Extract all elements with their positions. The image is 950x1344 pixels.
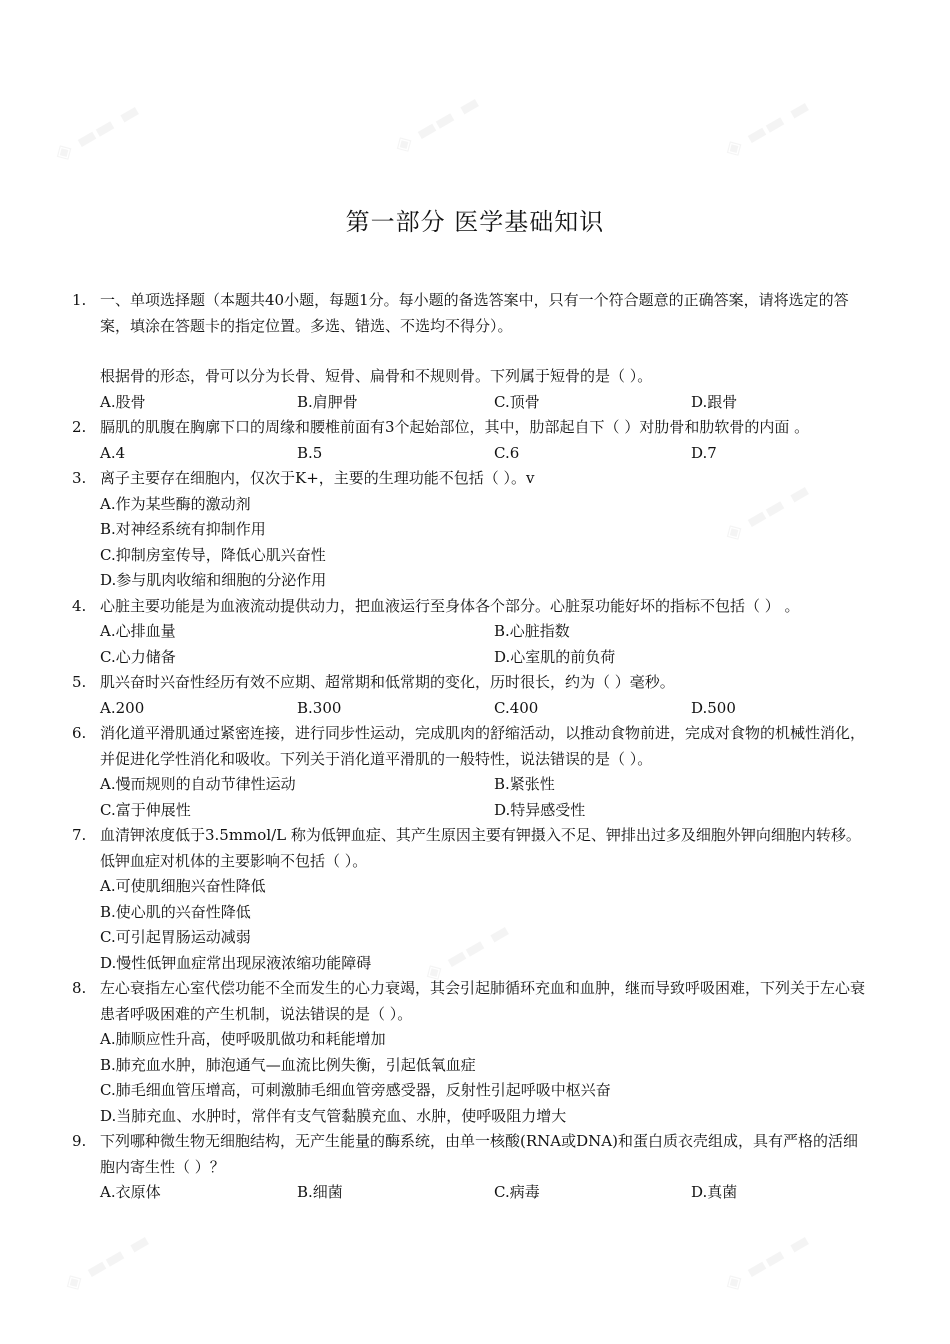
option-c[interactable]: C.心力储备 [100, 647, 176, 666]
option-b[interactable]: B.肩胛骨 [297, 392, 358, 411]
question-9 [72, 1129, 872, 1206]
question-number: 3. [72, 469, 87, 487]
option-b[interactable]: B.紧张性 [494, 775, 555, 793]
option-c[interactable]: C.顶骨 [494, 392, 540, 411]
question-number: 7. [72, 826, 87, 844]
watermark [390, 90, 484, 159]
option-d[interactable]: D.参与肌肉收缩和细胞的分泌作用 [100, 571, 327, 589]
option-a[interactable]: A.慢而规则的自动节律性运动 [100, 775, 296, 793]
question-stem: 下列哪种微生物无细胞结构，无产生能量的酶系统，由单一核酸(RNA或DNA)和蛋白质衣壳组成，具有严格的活细胞内寄生性（ ）？ [100, 1132, 858, 1176]
question-stem: 离子主要存在细胞内，仅次于K+，主要的生理功能不包括（ ）。v [100, 469, 535, 487]
option-list [100, 441, 872, 467]
question-5 [72, 670, 872, 721]
question-1 [72, 288, 872, 415]
option-c[interactable]: C.可引起胃肠运动减弱 [100, 928, 251, 946]
watermark [60, 1228, 154, 1297]
option-d[interactable]: D.当肺充血、水肿时，常伴有支气管黏膜充血、水肿，使呼吸阻力增大 [100, 1106, 567, 1125]
option-b[interactable]: B.5 [297, 443, 323, 462]
question-stem: 肌兴奋时兴奋性经历有效不应期、超常期和低常期的变化，历时很长，约为（ ）毫秒。 [100, 673, 675, 691]
option-c[interactable]: C.病毒 [494, 1183, 540, 1201]
option-b[interactable]: B.心脏指数 [494, 622, 570, 640]
option-d[interactable]: D.真菌 [691, 1183, 738, 1201]
question-2 [72, 415, 872, 466]
question-stem: 根据骨的形态，骨可以分为长骨、短骨、扁骨和不规则骨。下列属于短骨的是（ ）。 [100, 367, 653, 385]
option-d[interactable]: D.跟骨 [691, 392, 738, 411]
option-d[interactable]: D.慢性低钾血症常出现尿液浓缩功能障碍 [100, 953, 372, 972]
section-title: 第一部分 医学基础知识 [345, 208, 605, 236]
question-number: 5. [72, 673, 87, 691]
option-b[interactable]: B.300 [297, 698, 342, 717]
option-list [100, 390, 872, 416]
option-list [100, 619, 872, 670]
question-list [72, 288, 872, 1206]
option-b[interactable]: B.使心肌的兴奋性降低 [100, 902, 251, 921]
option-a[interactable]: A.衣原体 [100, 1183, 161, 1201]
option-c[interactable]: C.富于伸展性 [100, 800, 191, 819]
option-d[interactable]: D.特异感受性 [494, 800, 586, 819]
question-stem: 膈肌的肌腹在胸廓下口的周缘和腰椎前面有3个起始部位，其中，肋部起自下（ ）对肋骨和肋软骨的内面 。 [100, 418, 810, 436]
question-stem: 血清钾浓度低于3.5mmol/L 称为低钾血症、其产生原因主要有钾摄入不足、钾排出过多及细胞外钾向细胞内转移。低钾血症对机体的主要影响不包括（ ）。 [100, 826, 861, 870]
watermark [50, 98, 144, 167]
question-4 [72, 594, 872, 671]
option-b[interactable]: B.肺充血水肿，肺泡通气—血流比例失衡，引起低氧血症 [100, 1055, 476, 1074]
watermark [720, 1228, 814, 1297]
option-a[interactable]: A.200 [100, 698, 145, 717]
option-a[interactable]: A.心排血量 [100, 622, 176, 640]
option-c[interactable]: C.抑制房室传导，降低心肌兴奋性 [100, 545, 326, 564]
question-stem: 消化道平滑肌通过紧密连接，进行同步性运动，完成肌肉的舒缩活动，以推动食物前进，完成对食物的机械性消化，并促进化学性消化和吸收。下列关于消化道平滑肌的一般特性，说法错误的是（ ）。 [100, 724, 866, 768]
question-number: 9. [72, 1132, 87, 1150]
question-8 [72, 976, 872, 1129]
option-d[interactable]: D.7 [691, 443, 717, 462]
option-b[interactable]: B.细菌 [297, 1183, 343, 1201]
option-list [100, 1180, 872, 1206]
question-stem: 左心衰指左心室代偿功能不全而发生的心力衰竭，其会引起肺循环充血和血肿，继而导致呼吸困难，下列关于左心衰患者呼吸困难的产生机制，说法错误的是（ ）。 [100, 979, 866, 1023]
question-number: 8. [72, 979, 87, 997]
option-c[interactable]: C.6 [494, 443, 520, 462]
watermark [720, 94, 814, 163]
question-number: 4. [72, 596, 87, 615]
option-a[interactable]: A.肺顺应性升高，使呼吸肌做功和耗能增加 [100, 1030, 386, 1048]
option-d[interactable]: D.心室肌的前负荷 [494, 647, 616, 666]
question-6 [72, 721, 872, 823]
option-d[interactable]: D.500 [691, 698, 736, 717]
option-c[interactable]: C.肺毛细血管压增高，可刺激肺毛细血管旁感受器，反射性引起呼吸中枢兴奋 [100, 1081, 611, 1099]
question-number: 6. [72, 724, 87, 742]
option-a[interactable]: A.4 [100, 443, 126, 462]
option-a[interactable]: A.可使肌细胞兴奋性降低 [100, 877, 266, 895]
question-3 [72, 466, 872, 594]
question-number: 2. [72, 418, 87, 436]
section-instructions: 一、单项选择题（本题共40小题，每题1分。每小题的备选答案中，只有一个符合题意的正确答案，请将选定的答案，填涂在答题卡的指定位置。多选、错选、不选均不得分）。 [100, 291, 849, 335]
option-list [100, 696, 872, 722]
option-a[interactable]: A.股骨 [100, 392, 146, 411]
option-b[interactable]: B.对神经系统有抑制作用 [100, 520, 266, 538]
question-stem: 心脏主要功能是为血液流动提供动力，把血液运行至身体各个部分。心脏泵功能好坏的指标不包括（ ） 。 [100, 596, 800, 615]
option-c[interactable]: C.400 [494, 698, 539, 717]
option-list [100, 772, 872, 823]
question-7 [72, 823, 872, 976]
question-number: 1. [72, 291, 87, 309]
option-a[interactable]: A.作为某些酶的激动剂 [100, 494, 251, 513]
